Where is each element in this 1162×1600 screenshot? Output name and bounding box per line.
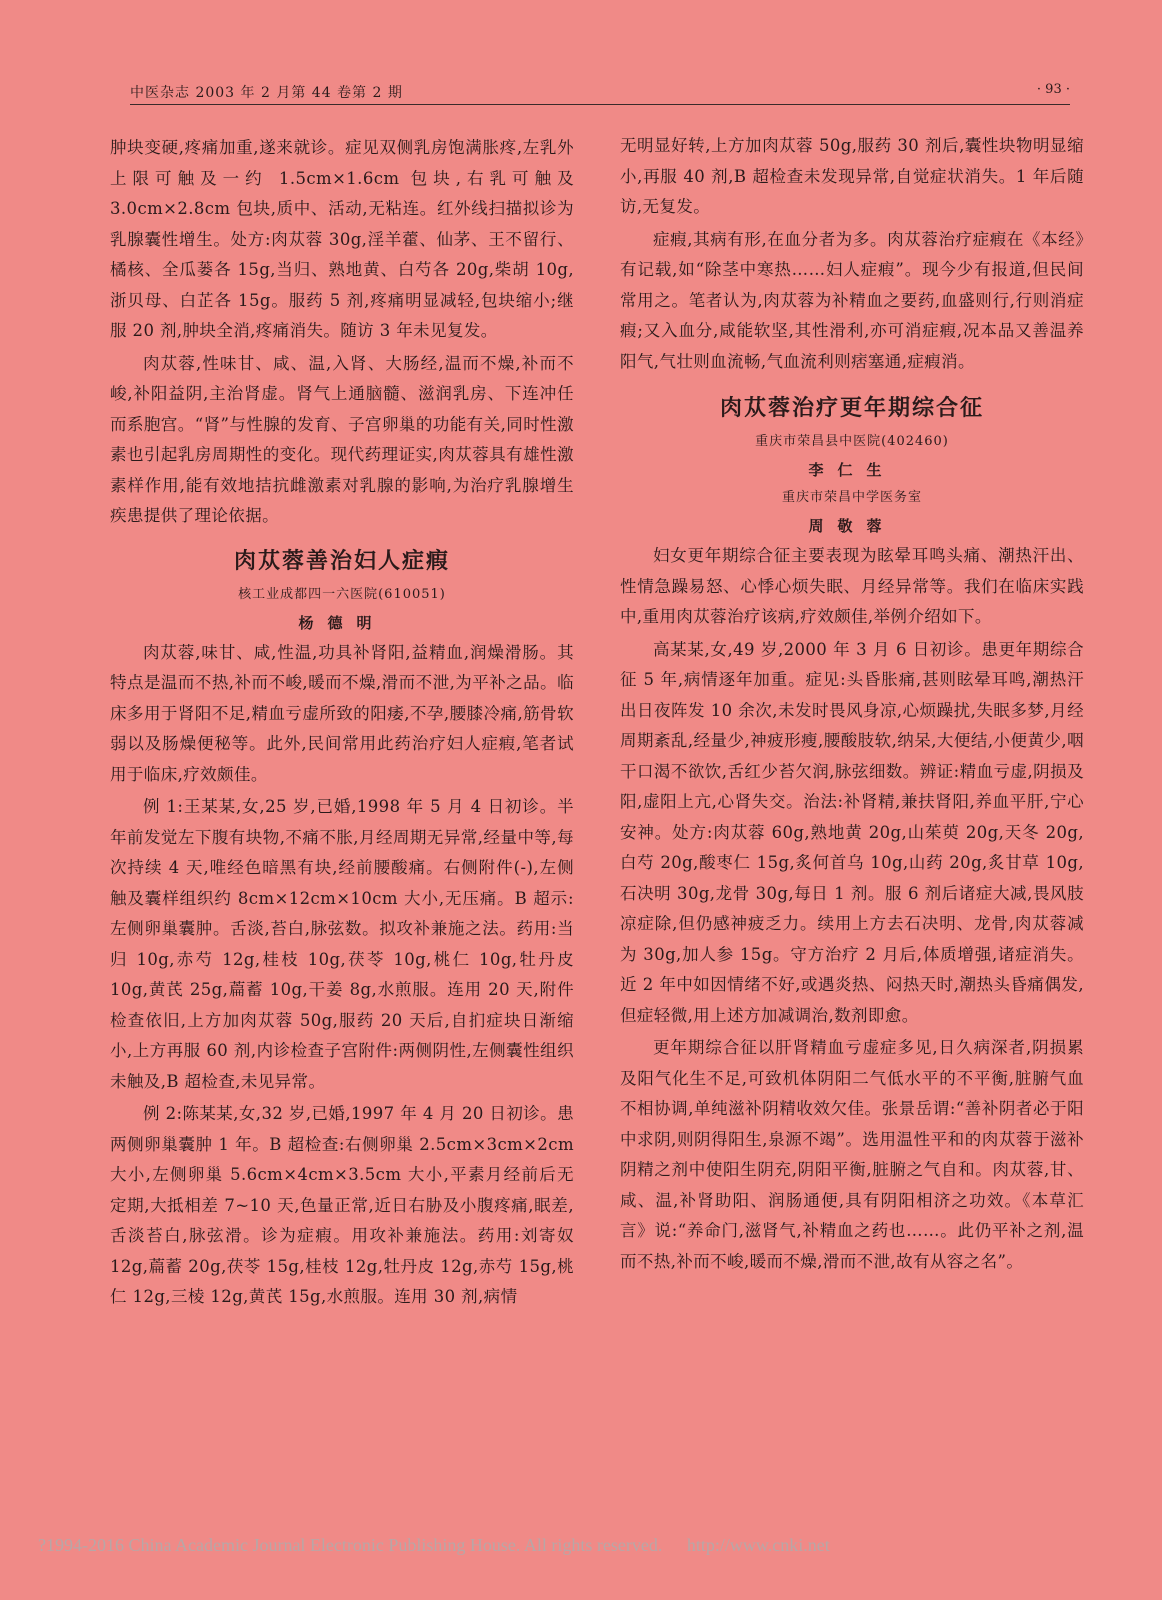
page-number: · 93 · — [1036, 82, 1070, 97]
paragraph: 肉苁蓉,味甘、咸,性温,功具补肾阳,益精血,润燥滑肠。其特点是温而不热,补而不峻,暖而不燥,滑而不泄,为平补之品。临床多用于肾阳不足,精血亏虚所致的阳痿,不孕,腰膝冷痛,筋骨软弱以及肠燥便秘等。此外,民间常用此药治疗妇人症瘕,笔者试用于临床,疗效颇佳。 — [110, 642, 574, 784]
paragraph: 妇女更年期综合征主要表现为眩晕耳鸣头痛、潮热汗出、性情急躁易怒、心悸心烦失眠、月经异常等。我们在临床实践中,重用肉苁蓉治疗该病,疗效颇佳,举例介绍如下。 — [620, 546, 1084, 626]
paragraph: 高某某,女,49 岁,2000 年 3 月 6 日初诊。患更年期综合征 5 年,病情逐年加重。症见:头昏胀痛,甚则眩晕耳鸣,潮热汗出日夜阵发 10 余次,未发时畏风身凉,心烦躁扰,失眠多梦,月经周期紊乱,经量少,神疲形瘦,腰酸肢软,纳呆,大便结,小便黄少,咽干口渴不欲饮,舌红少苔欠润,脉弦细数。辨证:精血亏虚,阴损及阳,虚阳上亢,心肾失交。治法:补肾精,兼扶肾阳,养血平肝,宁心安神。处方:肉苁蓉 60g,熟地黄 20g,山茱萸 20g,天冬 20g,白芍 20g,酸枣仁 15g,炙何首乌 10g,山药 20g,炙甘草 10g,石决明 30g,龙骨 30g,每日 1 剂。服 6 剂后诸症大减,畏风肢凉症除,但仍感神疲乏力。续用上方去石决明、龙骨,肉苁蓉减为 30g,加人参 15g。守方治疗 2 月后,体质增强,诸症消失。近 2 年中如因情绪不好,或遇炎热、闷热天时,潮热头昏痛偶发,但症轻微,用上述方加减调治,数剂即愈。 — [620, 639, 1084, 1025]
paragraph: 肿块变硬,疼痛加重,遂来就诊。症见双侧乳房饱满胀疼,左乳外上限可触及一约 1.5cm×1.6cm 包块,右乳可触及 3.0cm×2.8cm 包块,质中、活动,无粘连。红外线扫描拟诊为乳腺囊性增生。处方:肉苁蓉 30g,淫羊藿、仙茅、王不留行、橘核、全瓜蒌各 15g,当归、熟地黄、白芍各 20g,柴胡 10g,浙贝母、白芷各 15g。服药 5 剂,疼痛明显减轻,包块缩小;继服 20 剂,肿块全消,疼痛消失。随访 3 年未见复发。 — [110, 138, 574, 340]
paragraph: 例 2:陈某某,女,32 岁,已婚,1997 年 4 月 20 日初诊。患两侧卵巢囊肿 1 年。B 超检查:右侧卵巢 2.5cm×3cm×2cm 大小,左侧卵巢 5.6cm×4cm×3.5cm 大小,平素月经前后无定期,大抵相差 7~10 天,色量正常,近日右胁及小腹疼痛,眠差,舌淡苔白,脉弦滑。诊为症瘕。用攻补兼施法。药用:刘寄奴 12g,萹蓄 20g,茯苓 15g,桂枝 12g,牡丹皮 12g,赤芍 15g,桃仁 12g,三棱 12g,黄芪 15g,水煎服。连用 30 剂,病情 — [110, 1104, 574, 1306]
footer-url[interactable]: http://www.cnki.net — [686, 1535, 830, 1555]
author-name: 周敬蓉 — [808, 517, 896, 535]
paragraph: 更年期综合征以肝肾精血亏虚症多见,日久病深者,阴损累及阳气化生不足,可致机体阴阳二气低水平的不平衡,脏腑气血不相协调,单纯滋补阴精收效欠佳。张景岳谓:“善补阴者必于阳中求阴,则阴得阳生,泉源不竭”。选用温性平和的肉苁蓉于滋补阴精之剂中使阳生阴充,阴阳平衡,脏腑之气自和。肉苁蓉,甘、咸、温,补肾助阳、润肠通便,具有阴阳相济之功效。《本草汇言》说:“养命门,滋肾气,补精血之药也……。此仍平补之剂,温而不热,补而不峻,暖而不燥,滑而不泄,故有从容之名”。 — [620, 1038, 1084, 1271]
paragraph: 症瘕,其病有形,在血分者为多。肉苁蓉治疗症瘕在《本经》有记载,如“除茎中寒热……妇人症瘕”。现今少有报道,但民间常用之。笔者认为,肉苁蓉为补精血之要药,血盛则行,行则消症瘕;又入血分,咸能软坚,其性滑利,亦可消症瘕,况本品又善温养阳气,气壮则血流畅,气血流利则痞塞通,症瘕消。 — [620, 229, 1084, 371]
left-column — [110, 133, 574, 1313]
copyright-text: ?1994-2016 China Academic Journal Electronic Publishing House. All rights reserved. — [38, 1535, 663, 1555]
paragraph: 例 1:王某某,女,25 岁,已婚,1998 年 5 月 4 日初诊。半年前发觉左下腹有块物,不痛不胀,月经周期无异常,经量中等,每次持续 4 天,唯经色暗黑有块,经前腰酸痛。右侧附件(-),左侧触及囊样组织约 8cm×12cm×10cm 大小,无压痛。B 超示:左侧卵巢囊肿。舌淡,苔白,脉弦数。拟攻补兼施之法。药用:当归 10g,赤芍 12g,桂枝 10g,茯苓 10g,桃仁 10g,牡丹皮 10g,黄芪 25g,萹蓄 10g,干姜 8g,水煎服。连用 20 天,附件检查依旧,上方加肉苁蓉 50g,服药 20 天后,自扪症块日渐缩小,上方再服 60 剂,内诊检查子宫附件:两侧阴性,左侧囊性组织未触及,B 超检查,未见异常。 — [110, 797, 574, 1091]
paragraph: 肉苁蓉,性味甘、咸、温,入肾、大肠经,温而不燥,补而不峻,补阳益阴,主治肾虚。肾气上通脑髓、滋润乳房、下连冲任而系胞宫。“肾”与性腺的发育、子宫卵巢的功能有关,同时性激素也引起乳房周期性的变化。现代药理证实,肉苁蓉具有雄性激素样作用,能有效地拮抗雌激素对乳腺的影响,为治疗乳腺增生疾患提供了理论依据。 — [110, 353, 574, 525]
article-title: 肉苁蓉治疗更年期综合征 — [719, 396, 984, 421]
right-column — [620, 131, 1084, 1277]
author-affiliation: 核工业成都四一六医院(610051) — [238, 586, 446, 602]
author-affiliation: 重庆市荣昌中学医务室 — [781, 490, 922, 505]
author-name: 杨德明 — [298, 613, 386, 632]
copyright-footer — [38, 1535, 830, 1556]
running-header — [130, 82, 1070, 105]
author-affiliation: 重庆市荣昌县中医院(402460) — [755, 434, 949, 449]
journal-issue: 中医杂志 2003 年 2 月第 44 卷第 2 期 — [130, 85, 403, 101]
author-name: 李仁生 — [808, 461, 896, 479]
article-title: 肉苁蓉善治妇人症瘕 — [233, 548, 450, 574]
paragraph: 无明显好转,上方加肉苁蓉 50g,服药 30 剂后,囊性块物明显缩小,再服 40 剂,B 超检查未发现异常,自觉症状消失。1 年后随访,无复发。 — [620, 136, 1084, 216]
